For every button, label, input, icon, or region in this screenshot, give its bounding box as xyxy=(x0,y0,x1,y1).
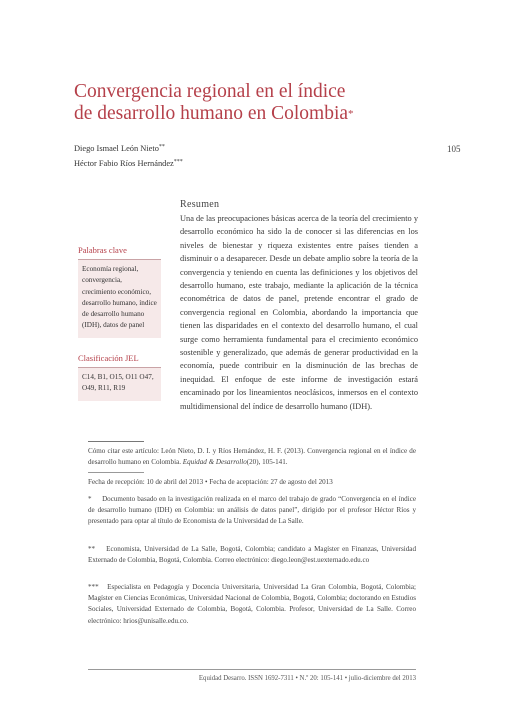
footer-rule xyxy=(88,669,416,670)
citation-rule xyxy=(88,441,144,442)
abstract-text: Una de las preocupaciones básicas acerca de la teoría del crecimiento y desarrollo económico ha sido la de conocer si las diferencias en los niveles de bienestar y riqueza existentes entre países tienden a disminuir o a desaparecer. Desde un debate amplio sobre la teoría de la convergencia y teniendo en cuenta las definiciones y los objetivos del desarrollo humano, este trabajo, mediante la aplicación de la técnica econométrica de datos de panel, pretende encontrar el grado de convergencia regional en Colombia, abordando la importancia que tienen las disparidades en el contexto del desarrollo humano, el cual surge como herramienta fundamental para el crecimiento económico sostenible y generalizado, que además de generar productividad en la economía, puede contribuir en la disminución de las brechas de inequidad. El enfoque de este informe de investigación estará encaminado por los lineamientos neoclásicos, inmersos en el contexto multidimensional del índice de desarrollo humano (IDH). xyxy=(180,214,418,411)
abstract-heading: Resumen xyxy=(180,199,220,210)
jel-box: C14, B1, O15, O11 O47, O49, R11, R19 xyxy=(78,368,161,401)
keywords-section xyxy=(78,245,161,338)
page-number: 105 xyxy=(447,144,461,154)
title-line-2: de desarrollo humano en Colombia xyxy=(74,103,349,124)
footnote-mark: * xyxy=(88,495,92,503)
author-mark: *** xyxy=(173,159,183,165)
dates-note: Fecha de recepción: 10 de abril del 2013 • Fecha de aceptación: 27 de agosto del 2013 xyxy=(88,478,333,486)
jel-section xyxy=(78,353,161,401)
footnote-3 xyxy=(88,582,416,627)
footnote-1 xyxy=(88,494,416,528)
footnote-text: Economista, Universidad de La Salle, Bogotá, Colombia; candidato a Magíster en Finanzas, Universidad Externado de Colombia, Bogotá, Colombia. Correo electrónico: diego.leon@est.uexternado.edu.co xyxy=(88,545,416,565)
footnote-mark: ** xyxy=(88,545,96,553)
footnote-text: Documento basado en la investigación realizada en el marco del trabajo de grado “Convergencia en el índice de desarrollo humano (IDH) en Colombia: un análisis de datos panel”, dirigido por el profesor Héctor Ríos y presentado para optar al título de Economista de la Universidad de La Salle. xyxy=(88,495,416,526)
footnote-mark: *** xyxy=(88,583,99,591)
author-mark: ** xyxy=(158,144,165,150)
title-line-1: Convergencia regional en el índice xyxy=(74,81,346,102)
dates-rule xyxy=(88,472,144,473)
citation-suffix: (20), 105-141. xyxy=(246,458,288,467)
author-2 xyxy=(74,159,183,168)
author-1 xyxy=(74,144,165,153)
article-title xyxy=(74,81,454,125)
author-name: Diego Ismael León Nieto xyxy=(74,144,159,153)
citation-note xyxy=(88,446,416,468)
citation-text: Cómo citar este artículo: León Nieto, D. I. y Ríos Hernández, H. F. (2013). Convergencia regional en el índice de desarrollo humano en Colombia. xyxy=(88,447,416,467)
author-name: Héctor Fabio Ríos Hernández xyxy=(74,159,174,168)
jel-title: Clasificación JEL xyxy=(78,353,139,363)
keywords-title: Palabras clave xyxy=(78,245,127,255)
footnote-2 xyxy=(88,544,416,566)
citation-journal: Equidad & Desarrollo xyxy=(182,458,247,467)
title-footnote-mark: * xyxy=(348,108,354,120)
journal-footer: Equidad Desarro. ISSN 1692-7311 • N.º 20: 105-141 • julio-diciembre del 2013 xyxy=(198,675,416,682)
footnote-text: Especialista en Pedagogía y Docencia Universitaria, Universidad La Gran Colombia, Bogotá, Colombia; Magíster en Ciencias Económicas, Universidad Nacional de Colombia, Bogotá, Colombia; doctorando en Estudios Sociales, Universidad Externado de Colombia, Bogotá, Colombia. Profesor, Universidad de La Salle. Correo electrónico: hrios@unisalle.edu.co. xyxy=(88,583,416,625)
keywords-box: Economía regional, convergencia, crecimiento económico, desarrollo humano, índice de desarrollo humano (IDH), datos de panel xyxy=(78,260,161,338)
